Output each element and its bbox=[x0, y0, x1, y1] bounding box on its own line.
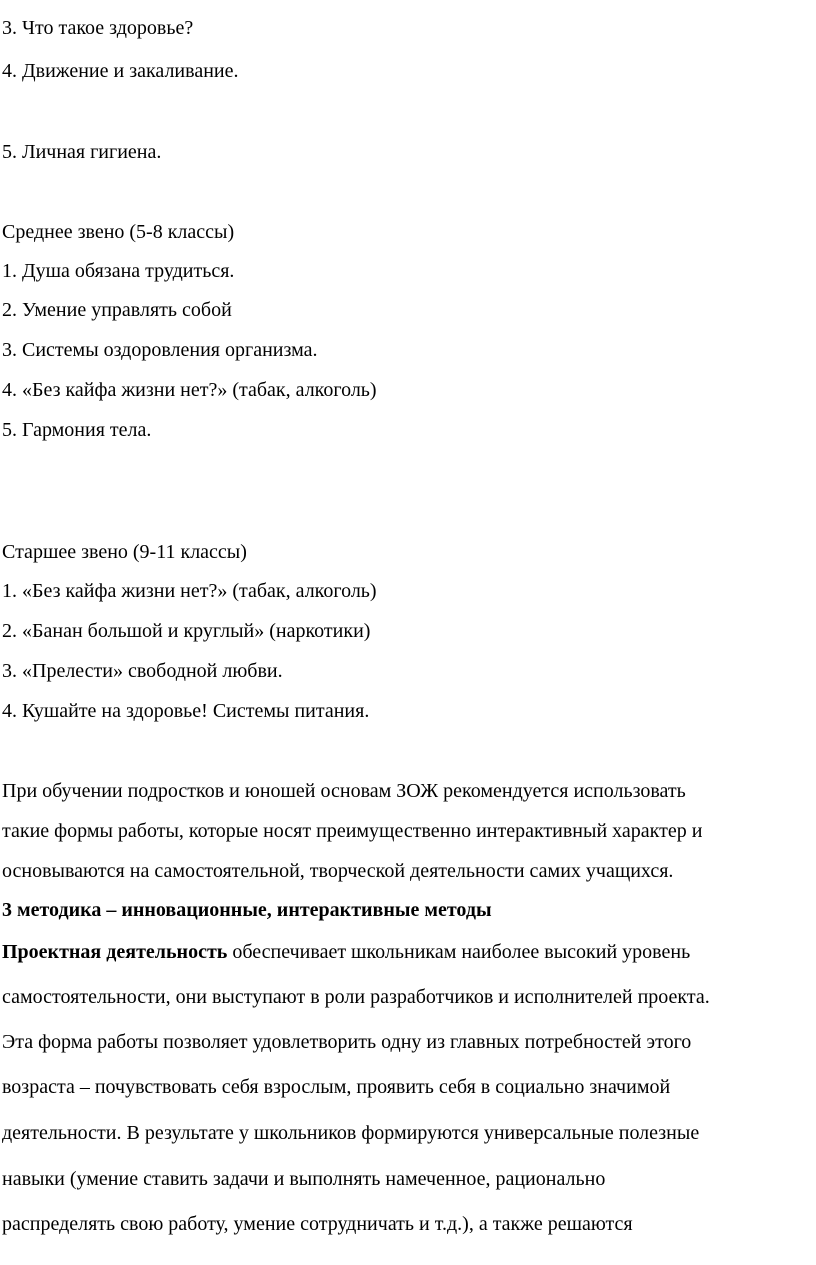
senior-item-1: 1. «Без кайфа жизни нет?» (табак, алкоголь) bbox=[2, 580, 377, 602]
senior-item-4: 4. Кушайте на здоровье! Системы питания. bbox=[2, 700, 370, 722]
primary-item-4: 4. Движение и закаливание. bbox=[2, 60, 239, 82]
middle-item-3: 3. Системы оздоровления организма. bbox=[2, 339, 318, 361]
intro-line-3: основываются на самостоятельной, творческой деятельности самих учащихся. bbox=[2, 860, 674, 882]
middle-item-4: 4. «Без кайфа жизни нет?» (табак, алкоголь) bbox=[2, 379, 377, 401]
primary-item-3: 3. Что такое здоровье? bbox=[2, 17, 194, 39]
method-line-4: возраста – почувствовать себя взрослым, проявить себя в социально значимой bbox=[2, 1076, 671, 1098]
method-line-7: распределять свою работу, умение сотрудничать и т.д.), а также решаются bbox=[2, 1213, 633, 1235]
intro-line-2: такие формы работы, которые носят преимущественно интерактивный характер и bbox=[2, 820, 703, 842]
method-line-1 bbox=[2, 940, 690, 964]
primary-item-5: 5. Личная гигиена. bbox=[2, 141, 162, 163]
intro-line-1: При обучении подростков и юношей основам ЗОЖ рекомендуется использовать bbox=[2, 780, 686, 802]
senior-item-3: 3. «Прелести» свободной любви. bbox=[2, 660, 283, 682]
method-heading: 3 методика – инновационные, интерактивные методы bbox=[2, 899, 492, 921]
senior-heading: Старшее звено (9-11 классы) bbox=[2, 541, 247, 563]
middle-heading: Среднее звено (5-8 классы) bbox=[2, 221, 235, 243]
method-line-5: деятельности. В результате у школьников формируются универсальные полезные bbox=[2, 1122, 700, 1144]
method-line-6: навыки (умение ставить задачи и выполнять намеченное, рационально bbox=[2, 1168, 606, 1190]
middle-item-5: 5. Гармония тела. bbox=[2, 419, 152, 441]
middle-item-1: 1. Душа обязана трудиться. bbox=[2, 260, 235, 282]
senior-item-2: 2. «Банан большой и круглый» (наркотики) bbox=[2, 620, 371, 642]
method-line-1-rest: обеспечивает школьникам наиболее высокий уровень bbox=[227, 941, 691, 963]
method-line-2: самостоятельности, они выступают в роли разработчиков и исполнителей проекта. bbox=[2, 986, 710, 1008]
method-line-3: Эта форма работы позволяет удовлетворить одну из главных потребностей этого bbox=[2, 1031, 692, 1053]
middle-item-2: 2. Умение управлять собой bbox=[2, 299, 232, 321]
method-term: Проектная деятельность bbox=[2, 941, 228, 963]
